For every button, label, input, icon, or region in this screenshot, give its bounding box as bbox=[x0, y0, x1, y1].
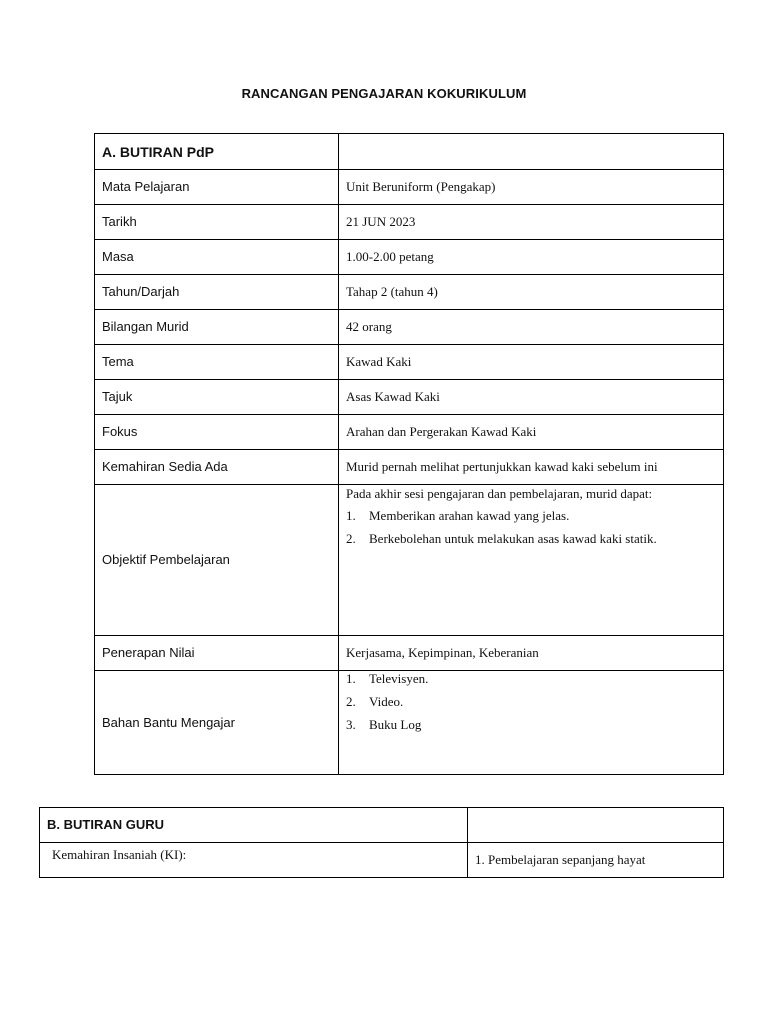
section-b-heading-blank bbox=[468, 808, 724, 843]
objektif-content bbox=[339, 485, 724, 636]
bahan-label: Bahan Bantu Mengajar bbox=[95, 671, 339, 775]
objektif-intro: Pada akhir sesi pengajaran dan pembelajaran, murid dapat: bbox=[346, 486, 653, 501]
list-item bbox=[346, 508, 716, 524]
list-number: 3. bbox=[346, 717, 356, 732]
table-row bbox=[95, 345, 724, 380]
nilai-label: Penerapan Nilai bbox=[95, 636, 339, 671]
table-row bbox=[95, 380, 724, 415]
objektif-label: Objektif Pembelajaran bbox=[95, 485, 339, 636]
list-item bbox=[346, 531, 716, 547]
table-row bbox=[95, 275, 724, 310]
row-label: Kemahiran Sedia Ada bbox=[95, 450, 339, 485]
list-number: 1. bbox=[346, 508, 356, 523]
ki-row bbox=[40, 843, 724, 878]
nilai-row bbox=[95, 636, 724, 671]
ki-value: 1. Pembelajaran sepanjang hayat bbox=[468, 843, 724, 878]
row-value: 21 JUN 2023 bbox=[339, 205, 724, 240]
butiran-pdp-table bbox=[94, 133, 724, 775]
section-a-heading-blank bbox=[339, 134, 724, 170]
list-text: Televisyen. bbox=[369, 671, 429, 686]
row-value: 42 orang bbox=[339, 310, 724, 345]
butiran-guru-table bbox=[39, 807, 724, 878]
list-text: Video. bbox=[369, 694, 404, 709]
list-number: 2. bbox=[346, 694, 356, 709]
row-value: Unit Beruniform (Pengakap) bbox=[339, 170, 724, 205]
row-value: Tahap 2 (tahun 4) bbox=[339, 275, 724, 310]
list-item bbox=[346, 694, 716, 710]
list-text: Berkebolehan untuk melakukan asas kawad kaki statik. bbox=[369, 531, 657, 546]
document-title: RANCANGAN PENGAJARAN KOKURIKULUM bbox=[241, 86, 527, 101]
row-label: Masa bbox=[95, 240, 339, 275]
bahan-content bbox=[339, 671, 724, 775]
section-a-heading: A. BUTIRAN PdP bbox=[95, 134, 339, 170]
objektif-list bbox=[346, 508, 716, 547]
row-label: Tema bbox=[95, 345, 339, 380]
butiran-pdp-header-row bbox=[95, 134, 724, 170]
list-item bbox=[346, 717, 716, 733]
row-label: Tarikh bbox=[95, 205, 339, 240]
row-label: Mata Pelajaran bbox=[95, 170, 339, 205]
row-value: 1.00-2.00 petang bbox=[339, 240, 724, 275]
table-row bbox=[95, 450, 724, 485]
row-label: Fokus bbox=[95, 415, 339, 450]
list-text: Memberikan arahan kawad yang jelas. bbox=[369, 508, 570, 523]
list-number: 2. bbox=[346, 531, 356, 546]
row-label: Tajuk bbox=[95, 380, 339, 415]
table-row bbox=[95, 205, 724, 240]
row-value: Murid pernah melihat pertunjukkan kawad kaki sebelum ini bbox=[339, 450, 724, 485]
nilai-value: Kerjasama, Kepimpinan, Keberanian bbox=[339, 636, 724, 671]
table-row bbox=[95, 240, 724, 275]
row-value: Arahan dan Pergerakan Kawad Kaki bbox=[339, 415, 724, 450]
row-label: Bilangan Murid bbox=[95, 310, 339, 345]
list-item bbox=[346, 671, 716, 687]
list-number: 1. bbox=[346, 671, 356, 686]
table-row bbox=[95, 310, 724, 345]
list-text: Buku Log bbox=[369, 717, 422, 732]
bahan-row bbox=[95, 671, 724, 775]
section-b-heading: B. BUTIRAN GURU bbox=[40, 808, 468, 843]
objektif-row bbox=[95, 485, 724, 636]
row-value: Kawad Kaki bbox=[339, 345, 724, 380]
ki-label: Kemahiran Insaniah (KI): bbox=[40, 843, 468, 878]
table-row bbox=[95, 415, 724, 450]
bahan-list bbox=[346, 671, 716, 733]
butiran-guru-header-row bbox=[40, 808, 724, 843]
row-value: Asas Kawad Kaki bbox=[339, 380, 724, 415]
row-label: Tahun/Darjah bbox=[95, 275, 339, 310]
table-row bbox=[95, 170, 724, 205]
